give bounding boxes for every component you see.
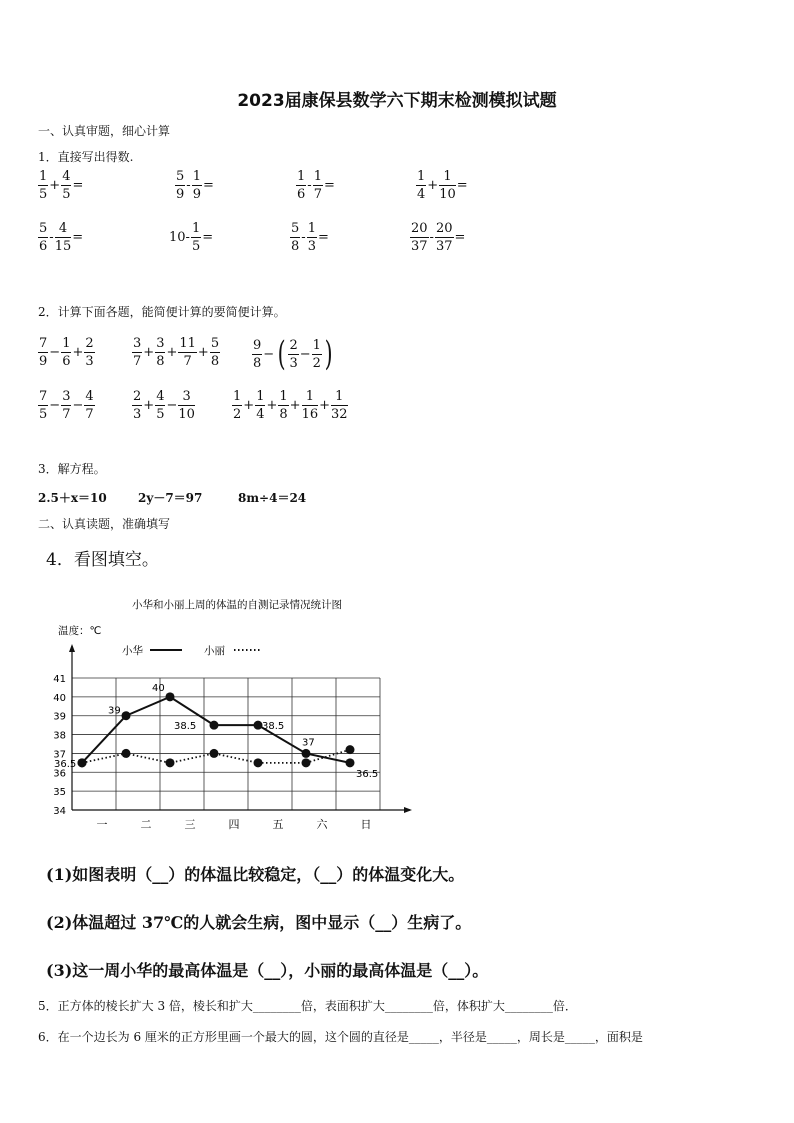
x-axis-arrow bbox=[404, 807, 412, 813]
fraction: $\frac{9}{8}$ bbox=[253, 337, 262, 371]
q4-part-3: (3)这一周小华的最高体温是（__），小丽的最高体温是（__）。 bbox=[46, 961, 489, 980]
fraction: $\frac{5}{6}$ bbox=[39, 221, 48, 254]
fraction: $\frac{5}{8}$ bbox=[210, 336, 220, 369]
q1-item bbox=[410, 222, 466, 253]
fraction: $\frac{1}{4}$ bbox=[256, 389, 265, 422]
q4-label: 4．看图填空。 bbox=[46, 550, 159, 570]
fraction: $\frac{1}{32}$ bbox=[331, 389, 348, 422]
operator: = bbox=[317, 230, 329, 245]
point-xiaoli bbox=[210, 749, 219, 758]
fraction: $\frac{3}{7}$ bbox=[62, 389, 71, 422]
point-xiaohua bbox=[166, 692, 175, 701]
y-tick-label: 34 bbox=[53, 806, 66, 817]
operator: = bbox=[456, 178, 468, 193]
point-xiaohua bbox=[302, 749, 311, 758]
fraction: $\frac{1}{16}$ bbox=[301, 389, 319, 422]
fraction: $\frac{3}{7}$ bbox=[133, 336, 142, 369]
x-tick-label: 五 bbox=[272, 818, 284, 831]
page-title: 2023届康保县数学六下期末检测模拟试题 bbox=[237, 91, 557, 111]
q2-item bbox=[132, 390, 195, 421]
point-xiaoli bbox=[346, 745, 355, 754]
operator: + bbox=[72, 345, 84, 360]
q2-item bbox=[38, 390, 95, 421]
fraction: $\frac{1}{4}$ bbox=[417, 169, 426, 202]
temperature-line-chart bbox=[42, 588, 442, 838]
fraction: $\frac{1}{7}$ bbox=[313, 169, 322, 202]
operator: = bbox=[454, 230, 466, 245]
operator: − bbox=[49, 345, 61, 360]
fraction: $\frac{4}{15}$ bbox=[54, 221, 72, 254]
fraction: $\frac{1}{2}$ bbox=[233, 389, 242, 422]
operator: - bbox=[307, 178, 312, 193]
q2-item bbox=[252, 334, 335, 374]
operator: − bbox=[299, 346, 311, 362]
fraction: $\frac{1}{2}$ bbox=[312, 337, 321, 371]
data-label: 38.5 bbox=[174, 721, 197, 733]
data-label: 38.5 bbox=[262, 721, 285, 733]
operator: = bbox=[323, 178, 335, 193]
y-tick-label: 39 bbox=[53, 711, 66, 723]
fraction: $\frac{1}{9}$ bbox=[192, 169, 201, 202]
fraction: $\frac{2}{3}$ bbox=[289, 337, 298, 371]
equation-1: 2.5＋x＝10 bbox=[38, 491, 107, 505]
operator: + bbox=[243, 398, 255, 413]
operator: = bbox=[72, 178, 84, 193]
q1-label: 1．直接写出得数. bbox=[38, 150, 134, 164]
x-tick-label: 二 bbox=[140, 818, 152, 831]
operator: + bbox=[427, 178, 439, 193]
y-tick-label: 37 bbox=[53, 749, 66, 761]
operator: − bbox=[49, 398, 61, 413]
chart-title: 小华和小丽上周的体温的自测记录情况统计图 bbox=[132, 599, 342, 611]
fraction: $\frac{4}{5}$ bbox=[62, 169, 71, 202]
fraction: $\frac{5}{8}$ bbox=[291, 221, 300, 254]
fraction: $\frac{1}{3}$ bbox=[307, 221, 316, 254]
legend-label-2: 小丽 bbox=[204, 645, 225, 657]
q1-item bbox=[38, 222, 84, 253]
data-label: 36.5 bbox=[356, 768, 379, 780]
legend-label-1: 小华 bbox=[122, 645, 143, 657]
operator: 10- bbox=[169, 230, 190, 245]
operator: + bbox=[166, 345, 178, 360]
fraction: $\frac{5}{9}$ bbox=[176, 169, 185, 202]
point-xiaoli bbox=[78, 758, 87, 767]
parenthesis: ) bbox=[324, 334, 333, 374]
operator: − bbox=[263, 346, 275, 362]
q4-part-1: (1)如图表明（__）的体温比较稳定，（__）的体温变化大。 bbox=[46, 865, 465, 884]
q2-item bbox=[232, 390, 348, 421]
fraction: $\frac{1}{5}$ bbox=[39, 169, 48, 202]
q4-part-2: (2)体温超过 37℃的人就会生病，图中显示（__）生病了。 bbox=[46, 913, 472, 932]
point-xiaoli bbox=[302, 758, 311, 767]
point-xiaoli bbox=[122, 749, 131, 758]
fraction: $\frac{4}{7}$ bbox=[85, 389, 94, 422]
fraction: $\frac{3}{10}$ bbox=[178, 389, 195, 422]
x-tick-label: 三 bbox=[184, 818, 196, 831]
operator: = bbox=[202, 178, 214, 193]
y-tick-label: 41 bbox=[53, 674, 66, 685]
operator: + bbox=[266, 398, 278, 413]
operator: + bbox=[143, 398, 155, 413]
operator: + bbox=[197, 345, 209, 360]
section-1-heading: 一、认真审题，细心计算 bbox=[38, 124, 171, 138]
q2-item bbox=[38, 337, 95, 368]
y-axis-arrow bbox=[69, 644, 75, 652]
q6-text: 6．在一个边长为 6 厘米的正方形里画一个最大的圆，这个圆的直径是_____，半径是_____，周长是_____，面积是 bbox=[38, 1030, 643, 1044]
x-tick-label: 日 bbox=[360, 818, 372, 831]
fraction: $\frac{1}{8}$ bbox=[279, 389, 288, 422]
operator: - bbox=[49, 230, 54, 245]
equation-3: 8m÷4＝24 bbox=[238, 491, 307, 505]
data-label: 36.5 bbox=[54, 758, 77, 770]
q1-item bbox=[416, 170, 469, 201]
operator: − bbox=[166, 398, 178, 413]
y-tick-label: 38 bbox=[53, 730, 66, 742]
operator: - bbox=[429, 230, 434, 245]
point-xiaohua bbox=[122, 711, 131, 720]
q1-item bbox=[38, 170, 84, 201]
q1-item bbox=[168, 222, 214, 253]
fraction: $\frac{1}{10}$ bbox=[439, 169, 456, 202]
fraction: $\frac{4}{5}$ bbox=[156, 389, 165, 422]
fraction: $\frac{1}{5}$ bbox=[191, 221, 201, 254]
operator: − bbox=[72, 398, 84, 413]
operator: = bbox=[202, 230, 214, 245]
fraction: $\frac{1}{6}$ bbox=[62, 336, 71, 369]
equation-2: 2y－7＝97 bbox=[138, 491, 203, 505]
data-label: 40 bbox=[152, 682, 165, 694]
q1-item bbox=[296, 170, 336, 201]
fraction: $\frac{7}{5}$ bbox=[39, 389, 48, 422]
y-tick-label: 35 bbox=[53, 787, 66, 799]
fraction: $\frac{20}{37}$ bbox=[435, 221, 453, 254]
data-label: 39 bbox=[108, 705, 121, 717]
point-xiaoli bbox=[254, 758, 263, 767]
operator: + bbox=[289, 398, 301, 413]
fraction: $\frac{11}{7}$ bbox=[179, 336, 196, 369]
y-axis-label: 温度：℃ bbox=[58, 625, 102, 637]
y-tick-label: 36 bbox=[53, 768, 66, 780]
q3-label: 3．解方程。 bbox=[38, 462, 106, 476]
q1-item bbox=[175, 170, 215, 201]
q2-item bbox=[132, 337, 220, 368]
fraction: $\frac{7}{9}$ bbox=[39, 336, 48, 369]
fraction: $\frac{20}{37}$ bbox=[411, 221, 428, 254]
data-label: 37 bbox=[302, 737, 315, 749]
x-tick-label: 一 bbox=[96, 818, 108, 831]
fraction: $\frac{1}{6}$ bbox=[297, 169, 306, 202]
section-2-heading: 二、认真读题，准确填写 bbox=[38, 517, 171, 531]
point-xiaohua bbox=[210, 721, 219, 730]
q5-text: 5．正方体的棱长扩大 3 倍，棱长和扩大________倍，表面积扩大________倍，体积扩大________倍． bbox=[38, 999, 577, 1013]
operator: - bbox=[301, 230, 306, 245]
x-tick-label: 六 bbox=[316, 818, 328, 831]
fraction: $\frac{3}{8}$ bbox=[156, 336, 165, 369]
fraction: $\frac{2}{3}$ bbox=[85, 336, 94, 369]
y-tick-label: 40 bbox=[53, 692, 66, 704]
operator: + bbox=[319, 398, 331, 413]
x-tick-label: 四 bbox=[228, 818, 240, 831]
operator: = bbox=[72, 230, 84, 245]
q1-item bbox=[290, 222, 330, 253]
point-xiaohua bbox=[346, 758, 355, 767]
operator: + bbox=[143, 345, 155, 360]
point-xiaoli bbox=[166, 758, 175, 767]
operator: + bbox=[49, 178, 61, 193]
operator: - bbox=[186, 178, 191, 193]
fraction: $\frac{2}{3}$ bbox=[133, 389, 142, 422]
parenthesis: ( bbox=[277, 334, 286, 374]
q2-label: 2．计算下面各题，能简便计算的要简便计算。 bbox=[38, 305, 286, 319]
